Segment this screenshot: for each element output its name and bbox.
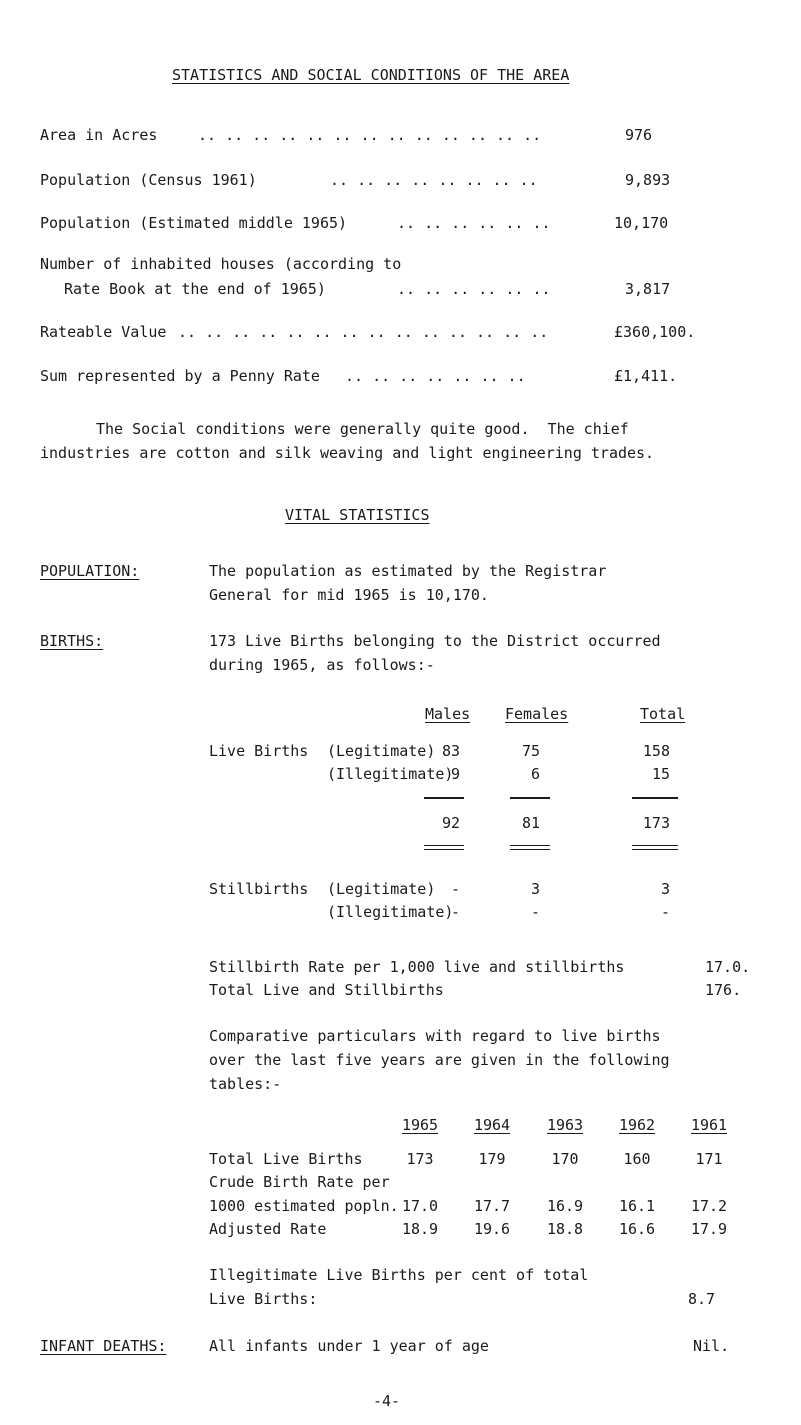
cell: 17.0 — [401, 1197, 439, 1215]
vital-statistics-heading: VITAL STATISTICS — [285, 506, 430, 524]
fact-estimated-value: 10,170 — [614, 214, 669, 232]
population-line-1: The population as estimated by the Registrar — [209, 562, 607, 580]
row-total: 3 — [660, 880, 670, 898]
comparative-line-1: Comparative particulars with regard to live births — [209, 1027, 661, 1045]
fact-houses-label: Rate Book at the end of 1965) — [64, 280, 326, 298]
totals-total: 173 — [642, 814, 670, 832]
cell: 179 — [478, 1150, 506, 1168]
fact-area-dots: .. .. .. .. .. .. .. .. .. .. .. .. .. — [198, 126, 542, 144]
year-header: 1964 — [473, 1116, 511, 1134]
comparative-line-3: tables:- — [209, 1075, 282, 1093]
row-category: (Illegitimate) — [327, 765, 454, 783]
row-males: 83 — [441, 742, 460, 760]
cell: 17.9 — [690, 1220, 728, 1238]
totals-females: 81 — [521, 814, 540, 832]
row-total: - — [660, 903, 670, 921]
infant-deaths-label: INFANT DEATHS: — [40, 1337, 167, 1355]
social-conditions-line-2: industries are cotton and silk weaving and light engineering trades. — [40, 444, 655, 462]
live-births-label: Live Births — [209, 742, 309, 760]
page-title: STATISTICS AND SOCIAL CONDITIONS OF THE AREA — [172, 66, 570, 84]
illegitimate-value: 8.7 — [688, 1290, 716, 1308]
cell: 17.7 — [473, 1197, 511, 1215]
row-category: (Legitimate) — [327, 742, 436, 760]
page-number: -4- — [373, 1392, 401, 1410]
year-header: 1961 — [690, 1116, 728, 1134]
row-label: Total Live Births — [209, 1150, 363, 1168]
fact-area-label: Area in Acres — [40, 126, 158, 144]
cell: 19.6 — [473, 1220, 511, 1238]
fact-area-value: 976 — [625, 126, 653, 144]
infant-deaths-value: Nil. — [693, 1337, 730, 1355]
cell: 160 — [623, 1150, 651, 1168]
year-header: 1962 — [618, 1116, 656, 1134]
fact-estimated-dots: .. .. .. .. .. .. — [397, 214, 551, 232]
divider — [424, 797, 464, 799]
stillbirth-rate-value: 17.0. — [705, 958, 751, 976]
stillbirth-rate-label: Stillbirth Rate per 1,000 live and stillbirths — [209, 958, 625, 976]
cell: 17.2 — [690, 1197, 728, 1215]
cell: 170 — [551, 1150, 579, 1168]
divider — [424, 845, 464, 850]
row-females: 75 — [521, 742, 540, 760]
row-total: 158 — [642, 742, 670, 760]
population-line-2: General for mid 1965 is 10,170. — [209, 586, 489, 604]
fact-penny-label: Sum represented by a Penny Rate — [40, 367, 320, 385]
row-label: 1000 estimated popln. — [209, 1197, 399, 1215]
row-males: 9 — [450, 765, 460, 783]
header-males: Males — [425, 705, 471, 723]
row-females: 6 — [530, 765, 540, 783]
fact-rateable-dots: .. .. .. .. .. .. .. .. .. .. .. .. .. .. — [178, 323, 549, 341]
fact-penny-dots: .. .. .. .. .. .. .. — [345, 367, 526, 385]
cell: 16.1 — [618, 1197, 656, 1215]
row-males: - — [450, 880, 460, 898]
total-live-still-label: Total Live and Stillbirths — [209, 981, 444, 999]
divider — [510, 797, 550, 799]
total-live-still-value: 176. — [705, 981, 742, 999]
illegitimate-line-1: Illegitimate Live Births per cent of total — [209, 1266, 589, 1284]
fact-census-label: Population (Census 1961) — [40, 171, 257, 189]
row-females: 3 — [530, 880, 540, 898]
fact-rateable-label: Rateable Value — [40, 323, 167, 341]
fact-penny-value: £1,411. — [614, 367, 678, 385]
comparative-line-2: over the last five years are given in the following — [209, 1051, 670, 1069]
totals-males: 92 — [441, 814, 460, 832]
cell: 173 — [406, 1150, 434, 1168]
header-total: Total — [640, 705, 686, 723]
year-header: 1965 — [401, 1116, 439, 1134]
row-label-line1: Crude Birth Rate per — [209, 1173, 390, 1191]
cell: 171 — [695, 1150, 723, 1168]
cell: 16.6 — [618, 1220, 656, 1238]
fact-census-value: 9,893 — [625, 171, 671, 189]
fact-rateable-value: £360,100. — [614, 323, 696, 341]
year-header: 1963 — [546, 1116, 584, 1134]
cell: 18.9 — [401, 1220, 439, 1238]
fact-estimated-label: Population (Estimated middle 1965) — [40, 214, 348, 232]
stillbirths-label: Stillbirths — [209, 880, 309, 898]
illegitimate-line-2: Live Births: — [209, 1290, 318, 1308]
row-category: (Legitimate) — [327, 880, 436, 898]
social-conditions-line-1: The Social conditions were generally quite good. The chief — [96, 420, 629, 438]
row-females: - — [530, 903, 540, 921]
divider — [510, 845, 550, 850]
infant-deaths-text: All infants under 1 year of age — [209, 1337, 489, 1355]
divider — [632, 845, 678, 850]
fact-houses-value: 3,817 — [625, 280, 671, 298]
cell: 16.9 — [546, 1197, 584, 1215]
cell: 18.8 — [546, 1220, 584, 1238]
row-males: - — [450, 903, 460, 921]
header-females: Females — [505, 705, 569, 723]
row-label: Adjusted Rate — [209, 1220, 327, 1238]
fact-houses-dots: .. .. .. .. .. .. — [397, 280, 551, 298]
row-category: (Illegitimate) — [327, 903, 454, 921]
divider — [632, 797, 678, 799]
fact-houses-label-line1: Number of inhabited houses (according to — [40, 255, 402, 273]
row-total: 15 — [651, 765, 670, 783]
population-label: POPULATION: — [40, 562, 140, 580]
births-line-2: during 1965, as follows:- — [209, 656, 435, 674]
fact-census-dots: .. .. .. .. .. .. .. .. — [330, 171, 538, 189]
births-line-1: 173 Live Births belonging to the District occurred — [209, 632, 661, 650]
births-label: BIRTHS: — [40, 632, 104, 650]
